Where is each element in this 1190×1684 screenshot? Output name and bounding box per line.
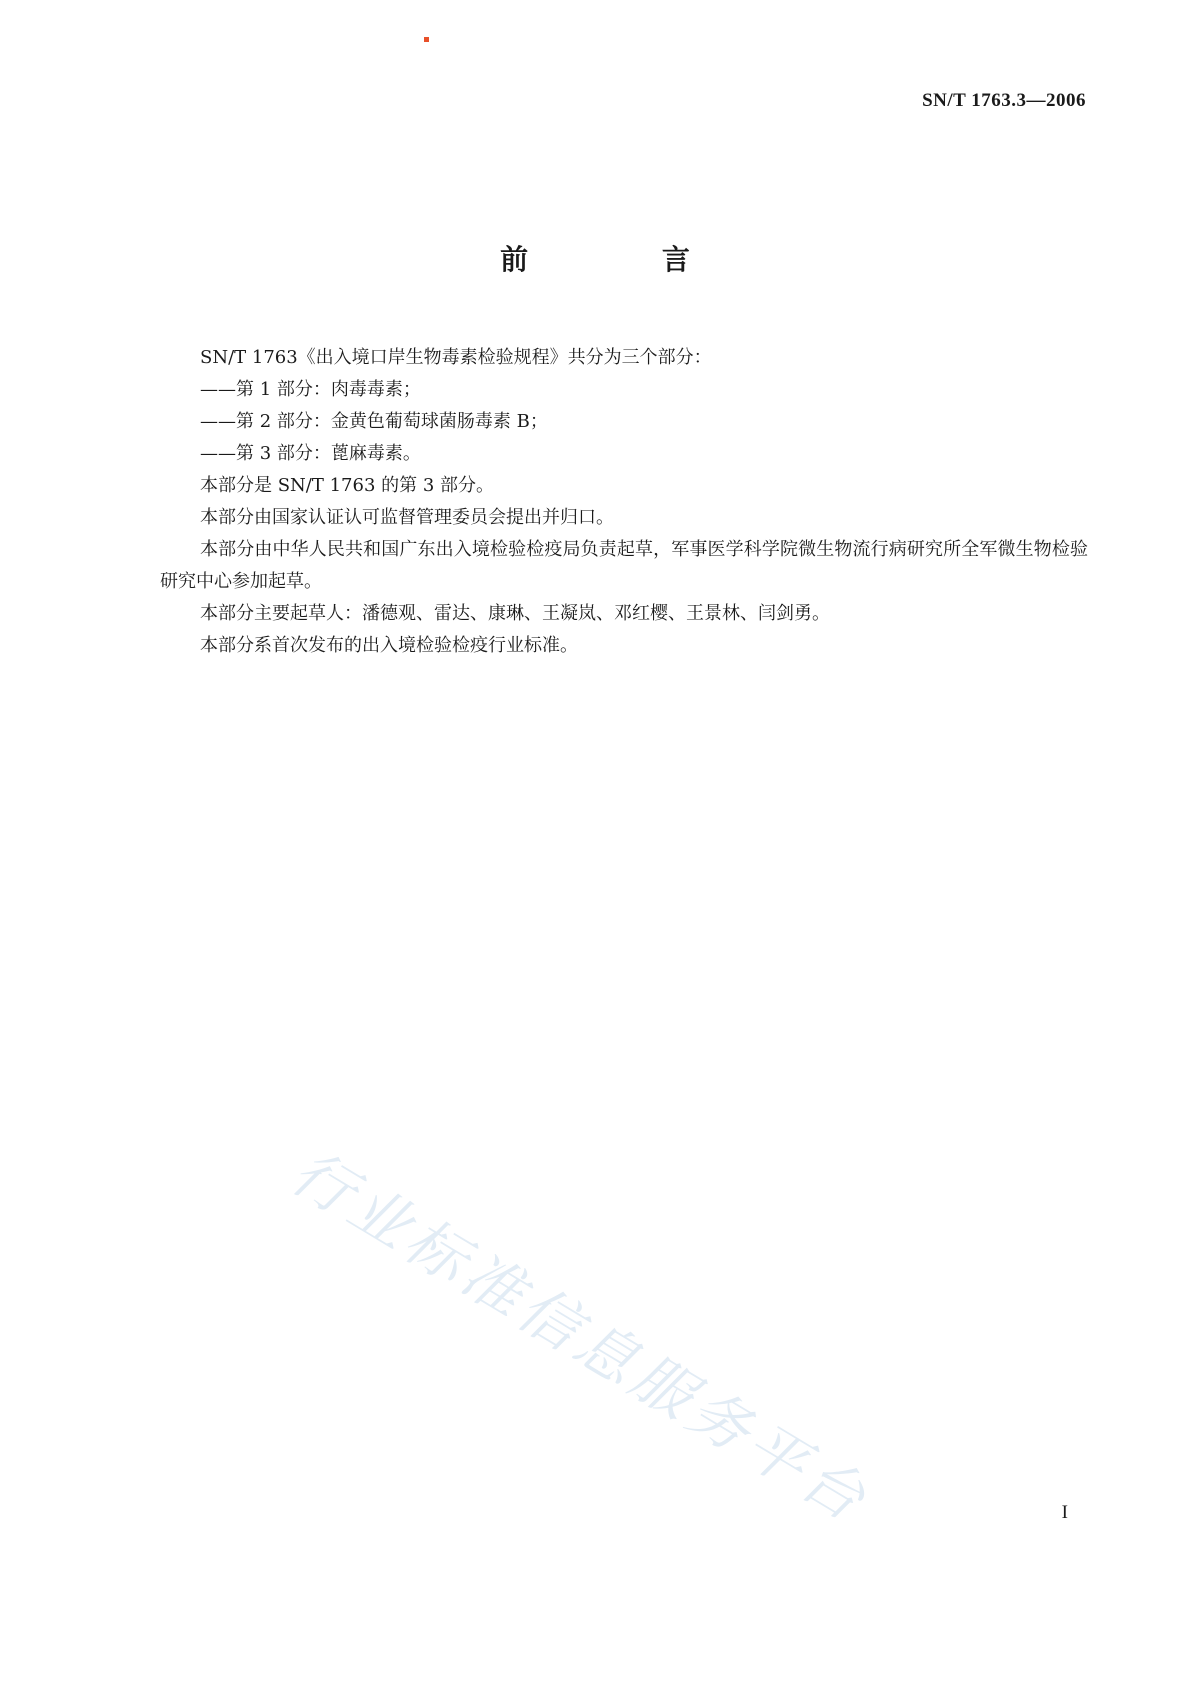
foreword-body — [160, 342, 1088, 662]
paragraph-part-3: ——第 3 部分：蓖麻毒素。 — [200, 443, 421, 464]
paragraph-this-part: 本部分是 SN/T 1763 的第 3 部分。 — [200, 475, 495, 496]
paragraph-part-2: ——第 2 部分：金黄色葡萄球菌肠毒素 B； — [200, 411, 548, 432]
standard-code: SN/T 1763.3—2006 — [922, 90, 1086, 111]
page-number: I — [1061, 1502, 1068, 1523]
paragraph-proposed-by: 本部分由国家认证认可监督管理委员会提出并归口。 — [200, 507, 614, 528]
paragraph-drafters: 本部分主要起草人：潘德观、雷达、康琳、王凝岚、邓红樱、王景林、闫剑勇。 — [200, 603, 830, 624]
paragraph-drafted-by: 本部分由中华人民共和国广东出入境检验检疫局负责起草，军事医学科学院微生物流行病研究所全军微生物检验研究中心参加起草。 — [160, 539, 1088, 592]
paragraph-first-release: 本部分系首次发布的出入境检验检疫行业标准。 — [200, 635, 578, 656]
watermark: 行业标准信息服务平台 — [279, 1137, 882, 1538]
paragraph-part-1: ——第 1 部分：肉毒毒素； — [200, 379, 421, 400]
orange-marker — [424, 37, 429, 42]
page-title: 前 言 — [500, 243, 752, 276]
paragraph-intro: SN/T 1763《出入境口岸生物毒素检验规程》共分为三个部分： — [200, 347, 712, 368]
